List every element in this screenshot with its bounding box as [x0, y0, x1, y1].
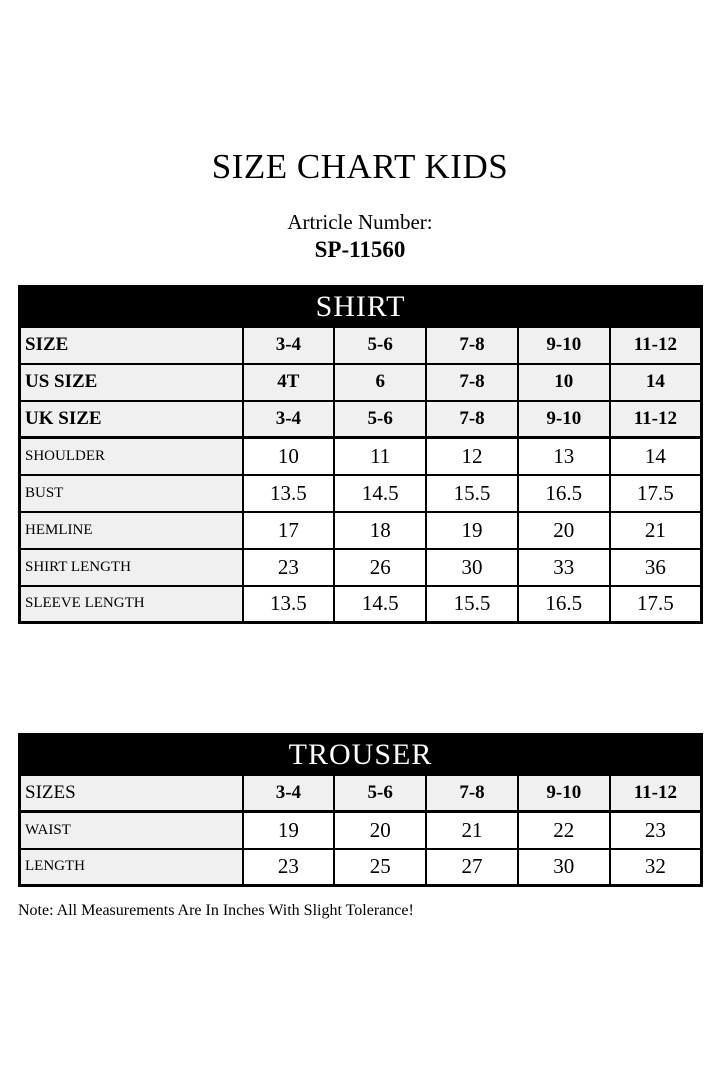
value-cell: 4T: [243, 364, 335, 401]
table-banner-row: [20, 287, 702, 327]
row-label: BUST: [20, 475, 243, 512]
value-cell: 14.5: [334, 475, 426, 512]
value-cell: 27: [426, 849, 518, 886]
value-cell: 17.5: [610, 586, 702, 623]
value-cell: 32: [610, 849, 702, 886]
measurement-row: [20, 438, 702, 475]
value-cell: 23: [610, 812, 702, 849]
value-cell: 36: [610, 549, 702, 586]
value-cell: 5-6: [334, 327, 426, 364]
row-label: SHOULDER: [20, 438, 243, 475]
value-cell: 21: [426, 812, 518, 849]
value-cell: 9-10: [518, 401, 610, 438]
row-label: SIZE: [20, 327, 243, 364]
value-cell: 15.5: [426, 586, 518, 623]
row-label: HEMLINE: [20, 512, 243, 549]
value-cell: 19: [243, 812, 335, 849]
value-cell: 26: [334, 549, 426, 586]
row-label: WAIST: [20, 812, 243, 849]
value-cell: 13: [518, 438, 610, 475]
measurement-row: [20, 475, 702, 512]
value-cell: 23: [243, 549, 335, 586]
value-cell: 3-4: [243, 327, 335, 364]
value-cell: 3-4: [243, 401, 335, 438]
row-label: SLEEVE LENGTH: [20, 586, 243, 623]
measurement-row: [20, 812, 702, 849]
value-cell: 14: [610, 438, 702, 475]
value-cell: 20: [518, 512, 610, 549]
size-header-row: [20, 775, 702, 812]
value-cell: 5-6: [334, 401, 426, 438]
value-cell: 33: [518, 549, 610, 586]
value-cell: 11-12: [610, 775, 702, 812]
page-title: SIZE CHART KIDS: [211, 147, 509, 186]
value-cell: 23: [243, 849, 335, 886]
value-cell: 17: [243, 512, 335, 549]
shirt-table-title: SHIRT: [20, 287, 702, 327]
size-header-row: [20, 364, 702, 401]
row-label: US SIZE: [20, 364, 243, 401]
value-cell: 30: [518, 849, 610, 886]
row-label: SHIRT LENGTH: [20, 549, 243, 586]
size-header-row: [20, 327, 702, 364]
value-cell: 18: [334, 512, 426, 549]
value-cell: 9-10: [518, 775, 610, 812]
measurement-row: [20, 512, 702, 549]
value-cell: 12: [426, 438, 518, 475]
measurement-row: [20, 549, 702, 586]
value-cell: 7-8: [426, 775, 518, 812]
value-cell: 21: [610, 512, 702, 549]
value-cell: 7-8: [426, 327, 518, 364]
value-cell: 16.5: [518, 475, 610, 512]
value-cell: 13.5: [243, 586, 335, 623]
value-cell: 13.5: [243, 475, 335, 512]
value-cell: 17.5: [610, 475, 702, 512]
value-cell: 22: [518, 812, 610, 849]
article-number: SP-11560: [314, 237, 406, 262]
row-label: UK SIZE: [20, 401, 243, 438]
value-cell: 16.5: [518, 586, 610, 623]
value-cell: 15.5: [426, 475, 518, 512]
row-label: SIZES: [20, 775, 243, 812]
measurement-row: [20, 849, 702, 886]
value-cell: 14.5: [334, 586, 426, 623]
trouser-size-table: [18, 733, 703, 887]
value-cell: 20: [334, 812, 426, 849]
value-cell: 10: [243, 438, 335, 475]
value-cell: 6: [334, 364, 426, 401]
value-cell: 5-6: [334, 775, 426, 812]
row-label: LENGTH: [20, 849, 243, 886]
value-cell: 9-10: [518, 327, 610, 364]
article-number-label: Artricle Number:: [287, 210, 433, 234]
value-cell: 7-8: [426, 401, 518, 438]
trouser-table-title: TROUSER: [20, 735, 702, 775]
value-cell: 30: [426, 549, 518, 586]
value-cell: 10: [518, 364, 610, 401]
measurement-row: [20, 586, 702, 623]
value-cell: 3-4: [243, 775, 335, 812]
value-cell: 7-8: [426, 364, 518, 401]
value-cell: 14: [610, 364, 702, 401]
table-banner-row: [20, 735, 702, 775]
size-header-row: [20, 401, 702, 438]
value-cell: 11: [334, 438, 426, 475]
value-cell: 11-12: [610, 327, 702, 364]
value-cell: 11-12: [610, 401, 702, 438]
value-cell: 19: [426, 512, 518, 549]
value-cell: 25: [334, 849, 426, 886]
shirt-size-table: [18, 285, 703, 624]
measurement-note: Note: All Measurements Are In Inches With Slight Tolerance!: [18, 902, 414, 919]
